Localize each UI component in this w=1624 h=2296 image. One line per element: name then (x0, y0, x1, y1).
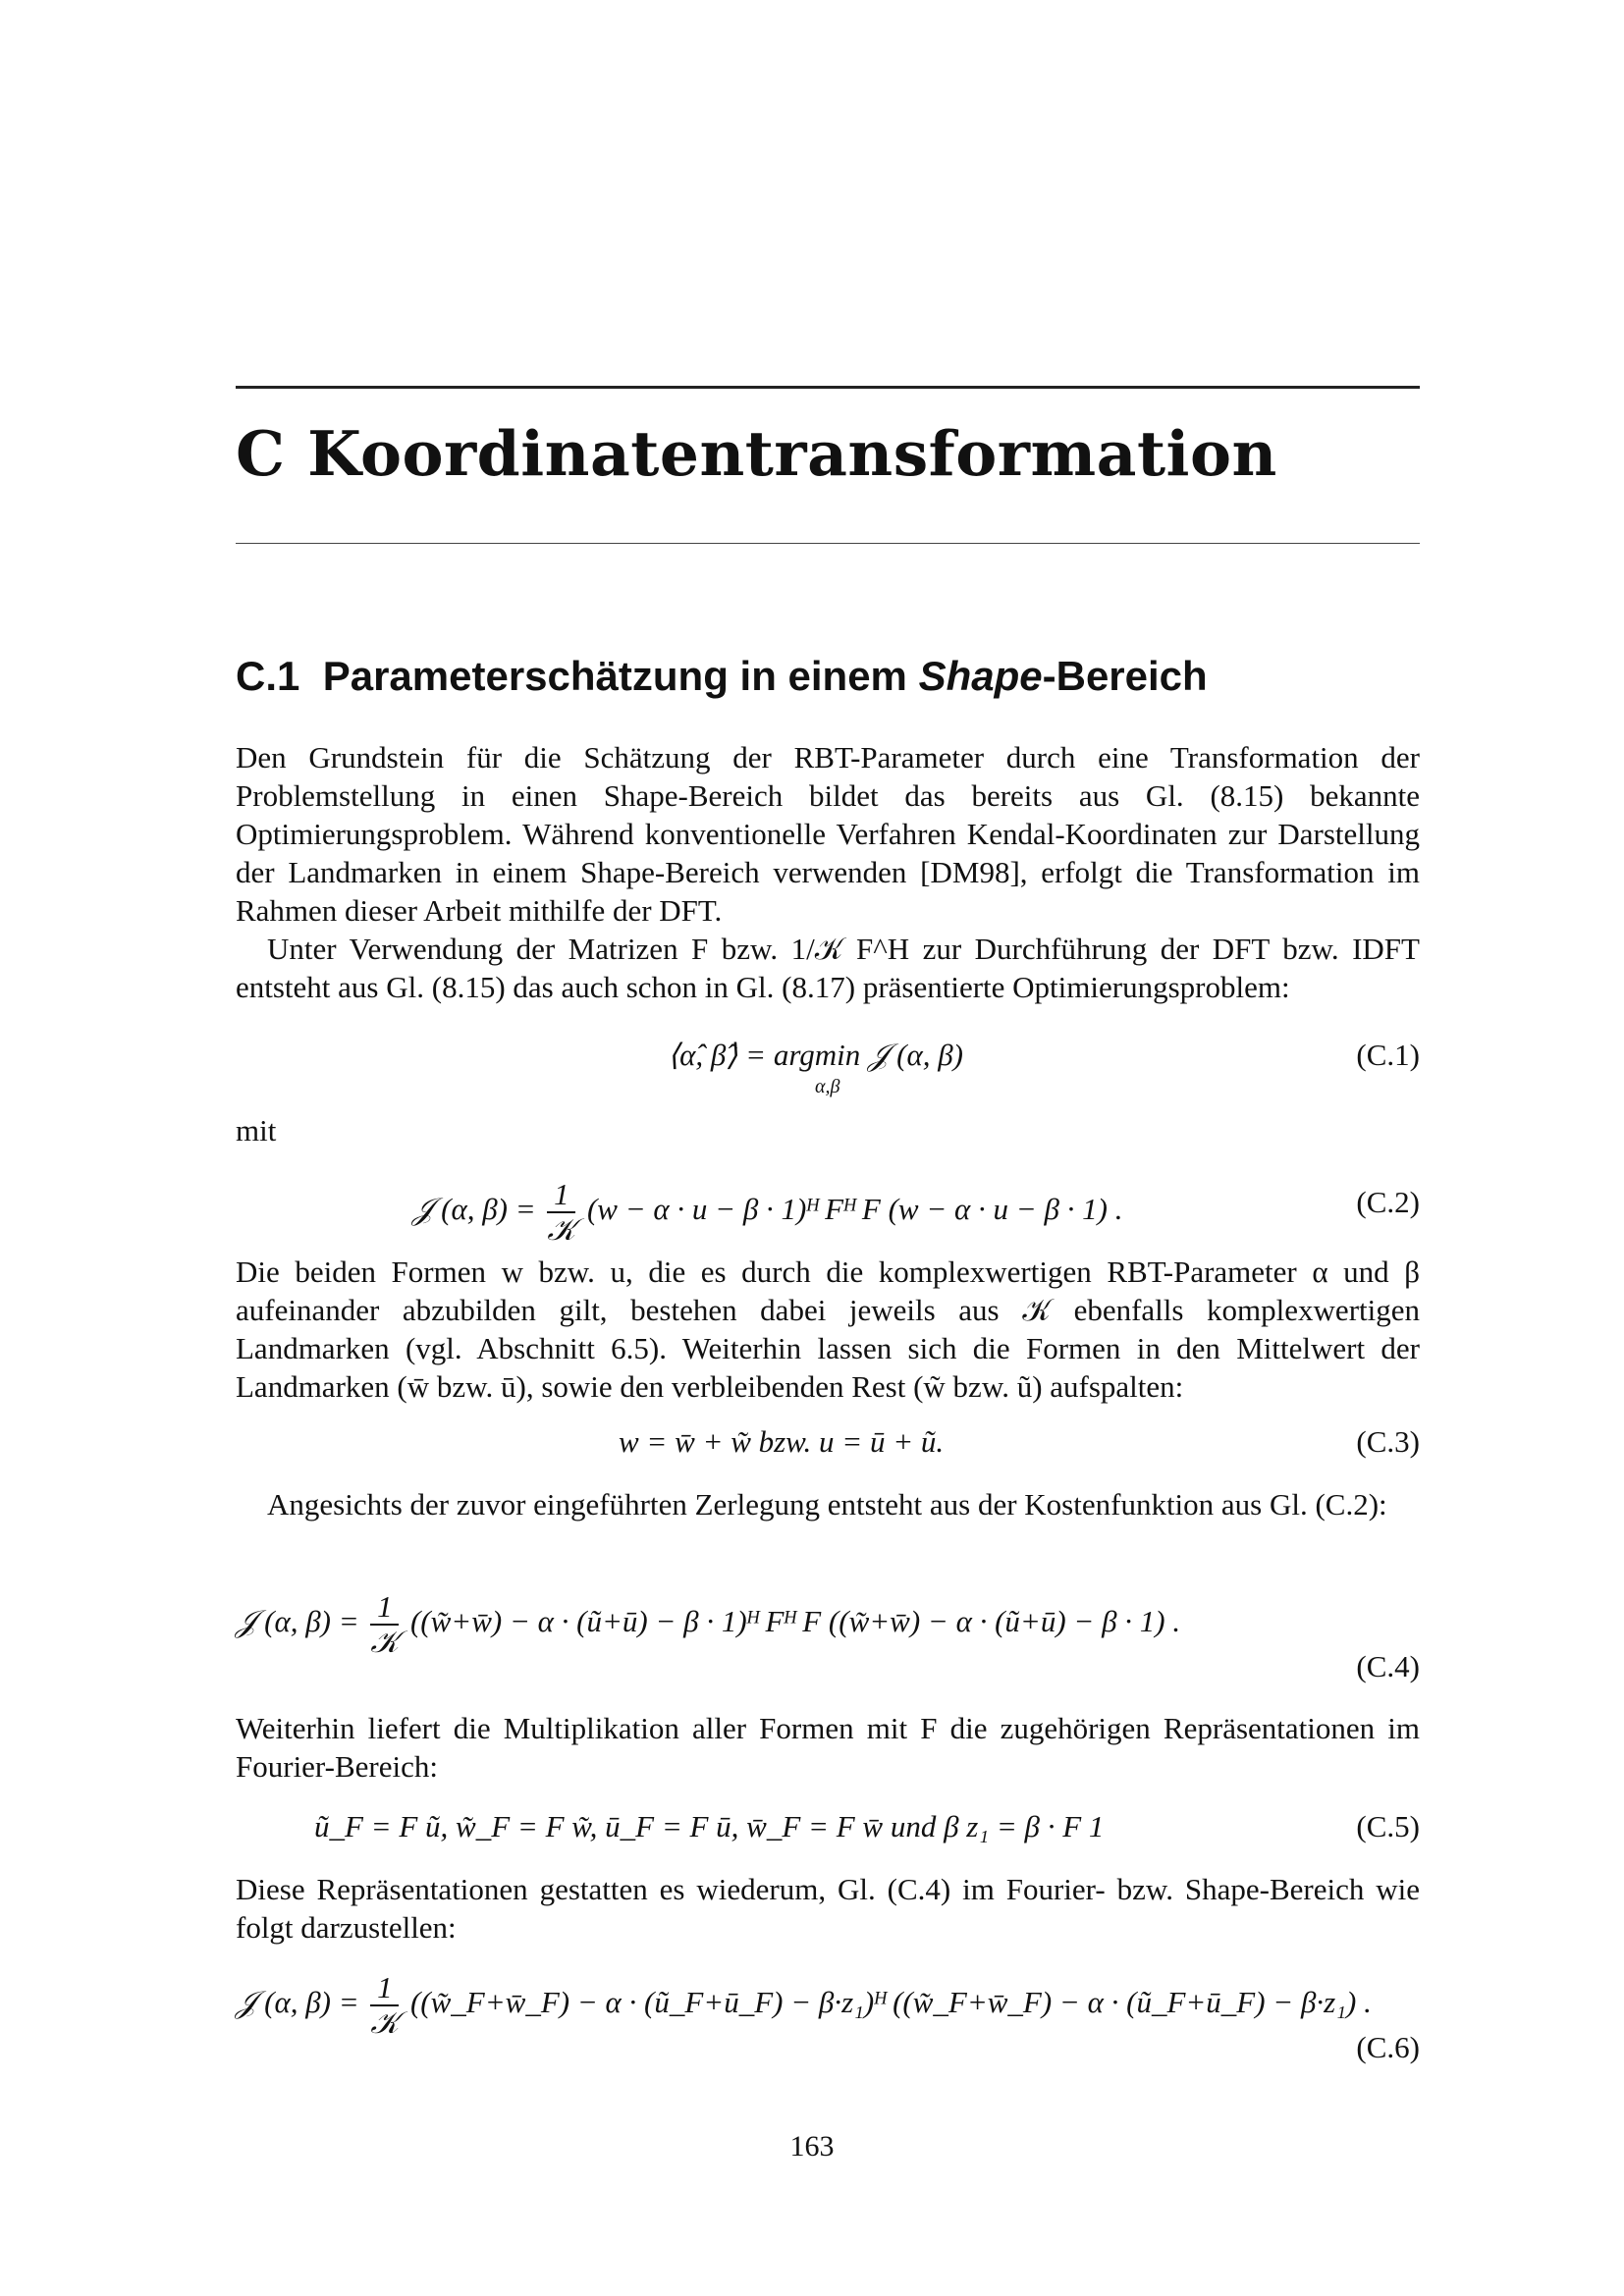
paragraph-5: Weiterhin liefert die Multiplikation aller Formen mit F die zugehörigen Repräsentationen im Fourier-Bereich: (236, 1711, 1420, 1784)
equation-c6 (236, 1970, 1420, 2040)
section-title (236, 653, 1208, 700)
equation-c6-rhs: ((w̃_F+w̄_F) − α · (ũ_F+ū_F) − β·z₁)ᴴ ((w̃_F+w̄_F) − α · (ũ_F+ū_F) − β·z₁) . (409, 1985, 1372, 2020)
equation-c4-label: (C.4) (1356, 1649, 1420, 1683)
equation-c6-fraction (370, 1971, 399, 2040)
equation-c5 (236, 1802, 1420, 1851)
equation-c1 (236, 1031, 1420, 1097)
equation-c2-denominator: 𝒦 (547, 1212, 576, 1247)
equation-c4-denominator: 𝒦 (370, 1625, 400, 1659)
equation-c2-expr (412, 1178, 1122, 1247)
equation-c6-numerator: 1 (377, 1970, 393, 2004)
equation-c5-expr: ũ_F = F ũ, w̃_F = F w̃, ū_F = F ū, w̄_F = F w̄ und β z₁ = β · F 1 (314, 1809, 1105, 1843)
section-title-italic: Shape (918, 653, 1043, 699)
paragraph-2: Unter Verwendung der Matrizen F bzw. 1/𝒦 F^H zur Durchführung der DFT bzw. IDFT entsteht aus Gl. (8.15) das auch schon in Gl. (8.17) präsentierte Optimierungsproblem: (236, 932, 1420, 1004)
equation-c1-sub: α,β (815, 1076, 840, 1097)
equation-c5-label: (C.5) (1356, 1809, 1420, 1843)
equation-c2 (236, 1177, 1420, 1247)
equation-c3 (236, 1417, 1420, 1467)
paragraph-1: Den Grundstein für die Schätzung der RBT-Parameter durch eine Transformation der Problemstellung in einen Shape-Bereich bildet das bereits aus Gl. (8.15) bekannte Optimierungsproblem. Während konventionelle Verfahren Kendal-Koordinaten zur Darstellung der Landmarken in einem Shape-Bereich verwenden [DM98], erfolgt die Transformation im Rahmen dieser Arbeit mithilfe der DFT. (236, 740, 1420, 928)
equation-c4-expr (236, 1590, 1180, 1659)
equation-c4-rhs: ((w̃+w̄) − α · (ũ+ū) − β · 1)ᴴ Fᴴ F ((w̃+w̄) − α · (ũ+ū) − β · 1) . (409, 1604, 1181, 1639)
equation-c4-lhs: 𝒥 (α, β) = (236, 1604, 359, 1639)
equation-c2-rhs: (w − α · u − β · 1)ᴴ Fᴴ F (w − α · u − β · 1) . (586, 1192, 1123, 1227)
chapter-top-rule (236, 386, 1420, 389)
equation-c6-lhs: 𝒥 (α, β) = (236, 1985, 359, 2020)
equation-c3-expr: w = w̄ + w̃ bzw. u = ū + ũ. (619, 1424, 945, 1459)
equation-c2-numerator: 1 (554, 1177, 569, 1211)
page-number: 163 (789, 2130, 835, 2163)
section-number: C.1 (236, 653, 300, 699)
equation-c2-label: (C.2) (1356, 1185, 1420, 1219)
equation-c1-expr: ⟨α̂, β̂⟩ = argmin 𝒥 (α, β) (668, 1038, 963, 1072)
paragraph-3: Die beiden Formen w bzw. u, die es durch die komplexwertigen RBT-Parameter α und β aufeinander abzubilden gilt, bestehen dabei jeweils aus 𝒦 ebenfalls komplexwertigen Landmarken (vgl. Abschnitt 6.5). Weiterhin lassen sich die Formen in den Mittelwert der Landmarken (w̄ bzw. ū), sowie den verbleibenden Rest (w̃ bzw. ũ) aufspalten: (236, 1255, 1420, 1404)
section-title-pre: Parameterschätzung in einem (322, 653, 919, 699)
equation-c4-numerator: 1 (377, 1589, 393, 1624)
chapter-bottom-rule (236, 543, 1420, 544)
equation-c2-fraction (547, 1178, 575, 1247)
paragraph-4: Angesichts der zuvor eingeführten Zerlegung entsteht aus der Kostenfunktion aus Gl. (C.2): (267, 1487, 1387, 1522)
equation-c6-label: (C.6) (1356, 2030, 1420, 2064)
equation-c1-label: (C.1) (1356, 1038, 1420, 1072)
paragraph-mit: mit (236, 1113, 277, 1148)
section-title-post: -Bereich (1042, 653, 1208, 699)
equation-c4 (236, 1589, 1420, 1659)
equation-c2-lhs: 𝒥 (α, β) = (412, 1192, 536, 1227)
chapter-title: C Koordinatentransformation (236, 417, 1277, 490)
equation-c6-expr (236, 1971, 1372, 2040)
equation-c4-fraction (370, 1590, 399, 1659)
equation-c3-label: (C.3) (1356, 1424, 1420, 1459)
paragraph-6: Diese Repräsentationen gestatten es wiederum, Gl. (C.4) im Fourier- bzw. Shape-Bereich wie folgt darzustellen: (236, 1872, 1420, 1945)
equation-c6-denominator: 𝒦 (370, 2005, 400, 2040)
